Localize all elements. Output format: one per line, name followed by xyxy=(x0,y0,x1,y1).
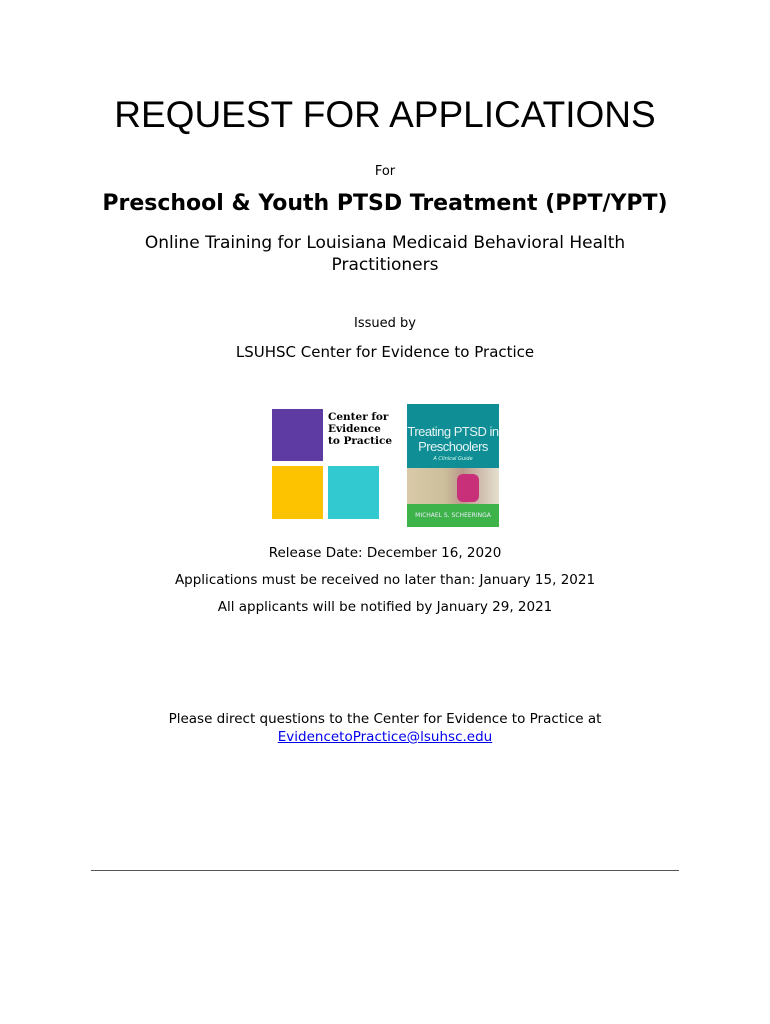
book-author: MICHAEL S. SCHEERINGA xyxy=(407,504,499,527)
book-cover xyxy=(407,404,499,527)
program-title: Preschool & Youth PTSD Treatment (PPT/YPT) xyxy=(102,191,668,216)
contact-text: Please direct questions to the Center for Evidence to Practice at xyxy=(168,711,602,727)
for-label: For xyxy=(374,164,396,179)
issuer: LSUHSC Center for Evidence to Practice xyxy=(235,343,535,361)
logo-cyan-square xyxy=(328,466,379,519)
release-date: Release Date: December 16, 2020 xyxy=(268,545,502,561)
logo-text: Center for Evidence to Practice xyxy=(328,411,393,447)
divider xyxy=(91,870,679,871)
book-subtitle: A Clinical Guide xyxy=(433,456,473,462)
book-photo xyxy=(407,468,499,504)
notification-date: All applicants will be notified by January 29, 2021 xyxy=(217,599,553,615)
page-title: REQUEST FOR APPLICATIONS xyxy=(114,94,656,135)
book-title: Treating PTSD in Preschoolers xyxy=(407,424,499,454)
book-photo-child xyxy=(457,474,479,502)
issued-by-label: Issued by xyxy=(354,316,416,331)
program-subtitle: Online Training for Louisiana Medicaid Behavioral Health Practitioners xyxy=(144,233,626,275)
logo-yellow-square xyxy=(272,466,323,519)
contact-info xyxy=(0,710,770,746)
deadline: Applications must be received no later than: January 15, 2021 xyxy=(174,572,596,588)
contact-email-link[interactable]: EvidencetoPractice@lsuhsc.edu xyxy=(277,729,493,745)
logo-purple-square xyxy=(272,409,323,461)
